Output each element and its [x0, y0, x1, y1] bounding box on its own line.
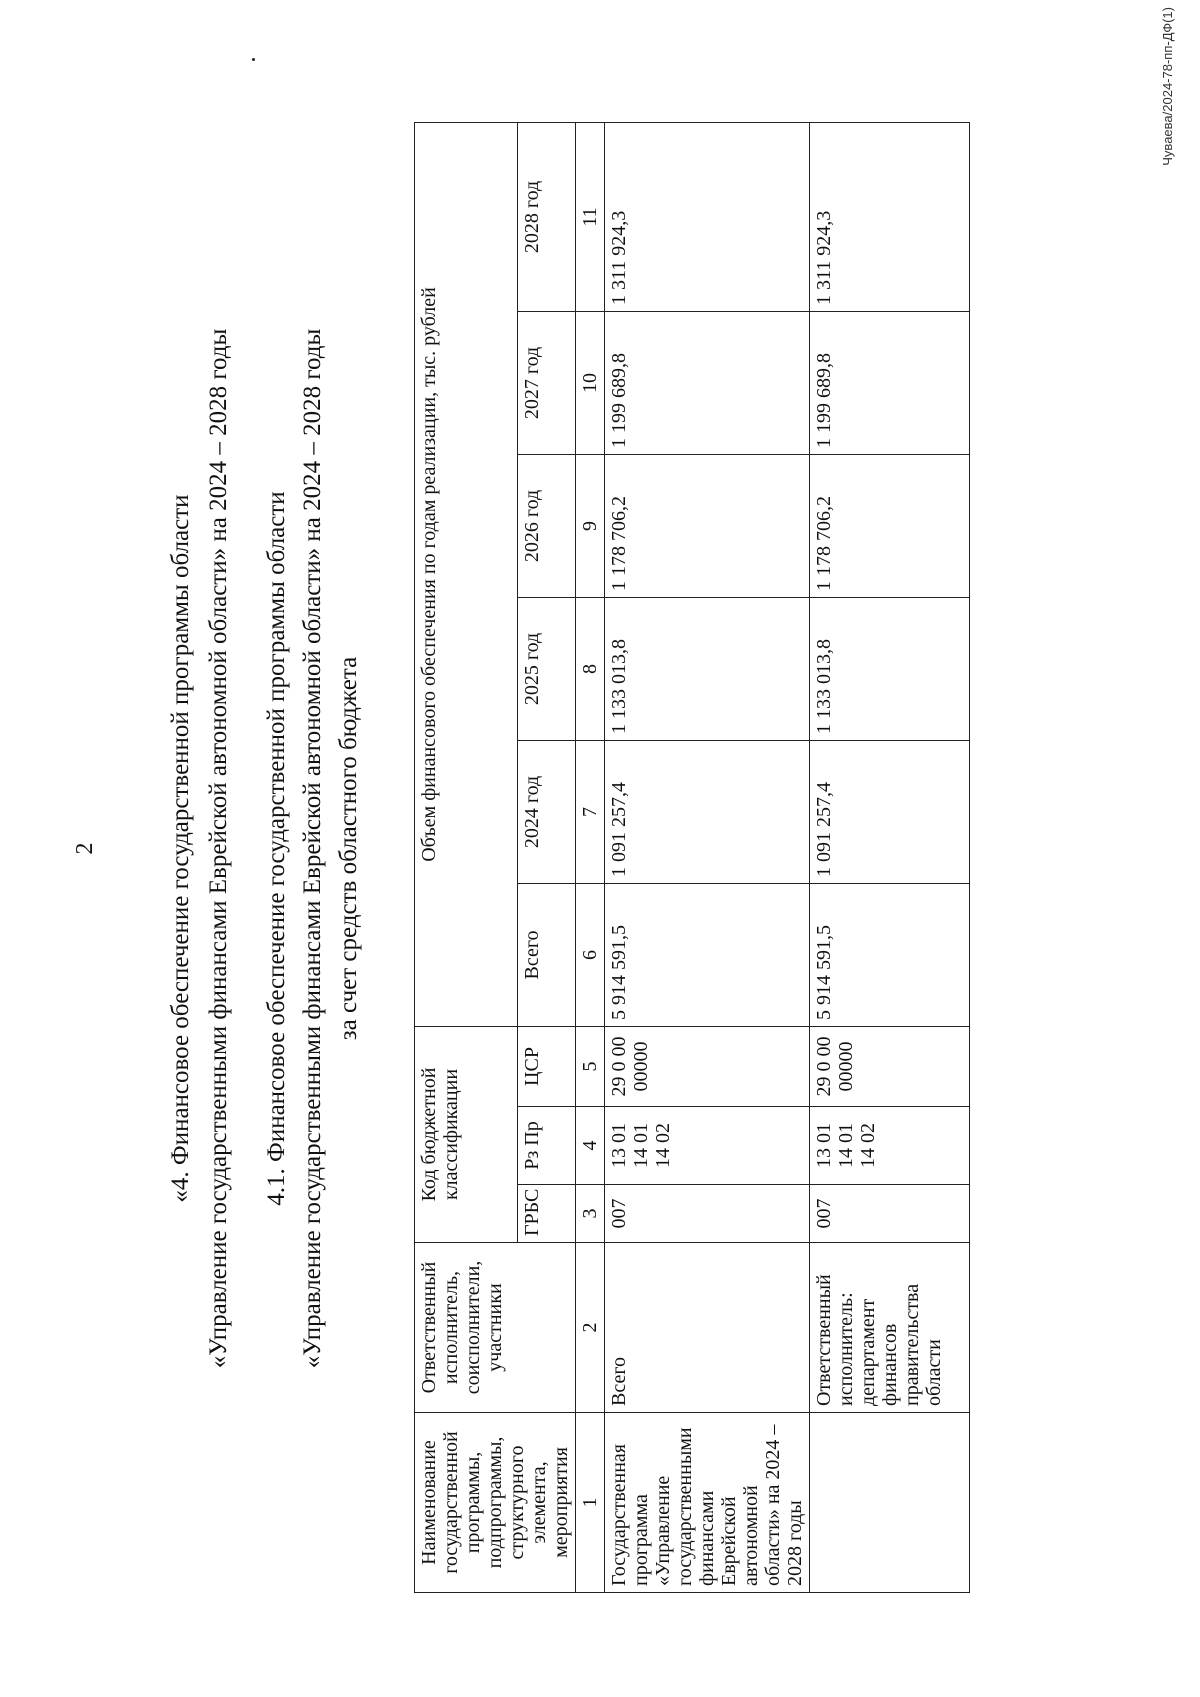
page-number: 2	[72, 842, 98, 855]
header-2024: 2024 год	[517, 740, 575, 883]
value-2026-cell: 1 178 706,2	[605, 454, 810, 597]
column-number: 10	[576, 311, 605, 454]
value-2028-cell: 1 311 924,3	[605, 122, 810, 311]
column-number: 7	[576, 740, 605, 883]
rzpr-cell	[605, 1107, 810, 1185]
document-code: Чуваева/2024-78-пп-ДФ(1)	[1160, 7, 1175, 166]
grbs-cell: 007	[810, 1185, 970, 1243]
scan-speck	[252, 58, 255, 61]
rzpr-code: 14 02	[652, 1123, 674, 1168]
csr-code-part: 00000	[630, 1041, 652, 1092]
header-2027: 2027 год	[517, 311, 575, 454]
program-name-cell	[810, 1413, 970, 1593]
csr-code-part: 29 0 00	[608, 1036, 630, 1097]
subsection-title-line-3: за счет средств областного бюджета	[335, 656, 362, 1041]
header-csr: ЦСР	[517, 1026, 575, 1106]
table-row	[605, 122, 810, 1592]
value-2024-cell: 1 091 257,4	[810, 740, 970, 883]
value-2028-cell: 1 311 924,3	[810, 122, 970, 311]
header-rzpr: Рз Пр	[517, 1107, 575, 1185]
column-number: 11	[576, 122, 605, 311]
rzpr-code: 14 01	[630, 1123, 652, 1168]
subsection-title-line-1: 4.1. Финансовое обеспечение государственной программы области	[263, 491, 290, 1206]
section-title-line-2: «Управление государственными финансами Еврейской автономной области» на 2024 – 2028 годы	[205, 328, 232, 1369]
value-2024-cell: 1 091 257,4	[605, 740, 810, 883]
column-number: 1	[576, 1413, 605, 1593]
rzpr-code: 13 01	[608, 1123, 630, 1168]
responsible-cell: Ответственный исполнитель: департамент финансов правительства области	[810, 1243, 970, 1413]
csr-cell	[810, 1026, 970, 1106]
header-name: Наименование государственной программы, подпрограммы, структурного элемента, мероприятия	[415, 1413, 576, 1593]
header-responsible: Ответственный исполнитель, соисполнители, участники	[415, 1243, 576, 1413]
column-number: 4	[576, 1107, 605, 1185]
column-number: 5	[576, 1026, 605, 1106]
rzpr-code: 14 01	[835, 1123, 857, 1168]
value-2025-cell: 1 133 013,8	[810, 597, 970, 740]
header-volume: Объем финансового обеспечения по годам реализации, тыс. рублей	[415, 122, 518, 1026]
value-2027-cell: 1 199 689,8	[810, 311, 970, 454]
table-row	[810, 122, 970, 1592]
section-title-line-1: «4. Финансовое обеспечение государственной программы области	[167, 494, 194, 1203]
column-number: 3	[576, 1185, 605, 1243]
header-grbs: ГРБС	[517, 1185, 575, 1243]
program-name-cell: Государственная программа «Управление государственными финансами Еврейской автономной области» на 2024 – 2028 годы	[605, 1413, 810, 1593]
rzpr-cell	[810, 1107, 970, 1185]
subsection-title-line-2: «Управление государственными финансами Еврейской автономной области» на 2024 – 2028 годы	[299, 328, 326, 1369]
column-number: 8	[576, 597, 605, 740]
rzpr-code: 13 01	[813, 1123, 835, 1168]
value-2027-cell: 1 199 689,8	[605, 311, 810, 454]
total-cell: 5 914 591,5	[810, 883, 970, 1026]
header-2028: 2028 год	[517, 122, 575, 311]
csr-code-part: 00000	[835, 1041, 857, 1092]
financing-table	[414, 122, 970, 1593]
total-cell: 5 914 591,5	[605, 883, 810, 1026]
csr-code-part: 29 0 00	[813, 1036, 835, 1097]
column-number: 6	[576, 883, 605, 1026]
header-budget-code: Код бюджетной классификации	[415, 1026, 518, 1242]
column-number: 9	[576, 454, 605, 597]
header-row-1	[415, 122, 518, 1592]
column-number: 2	[576, 1243, 605, 1413]
value-2026-cell: 1 178 706,2	[810, 454, 970, 597]
csr-cell	[605, 1026, 810, 1106]
rzpr-code: 14 02	[857, 1123, 879, 1168]
header-2026: 2026 год	[517, 454, 575, 597]
value-2025-cell: 1 133 013,8	[605, 597, 810, 740]
header-total: Всего	[517, 883, 575, 1026]
grbs-cell: 007	[605, 1185, 810, 1243]
header-2025: 2025 год	[517, 597, 575, 740]
column-numbers-row	[576, 122, 605, 1592]
responsible-cell: Всего	[605, 1243, 810, 1413]
